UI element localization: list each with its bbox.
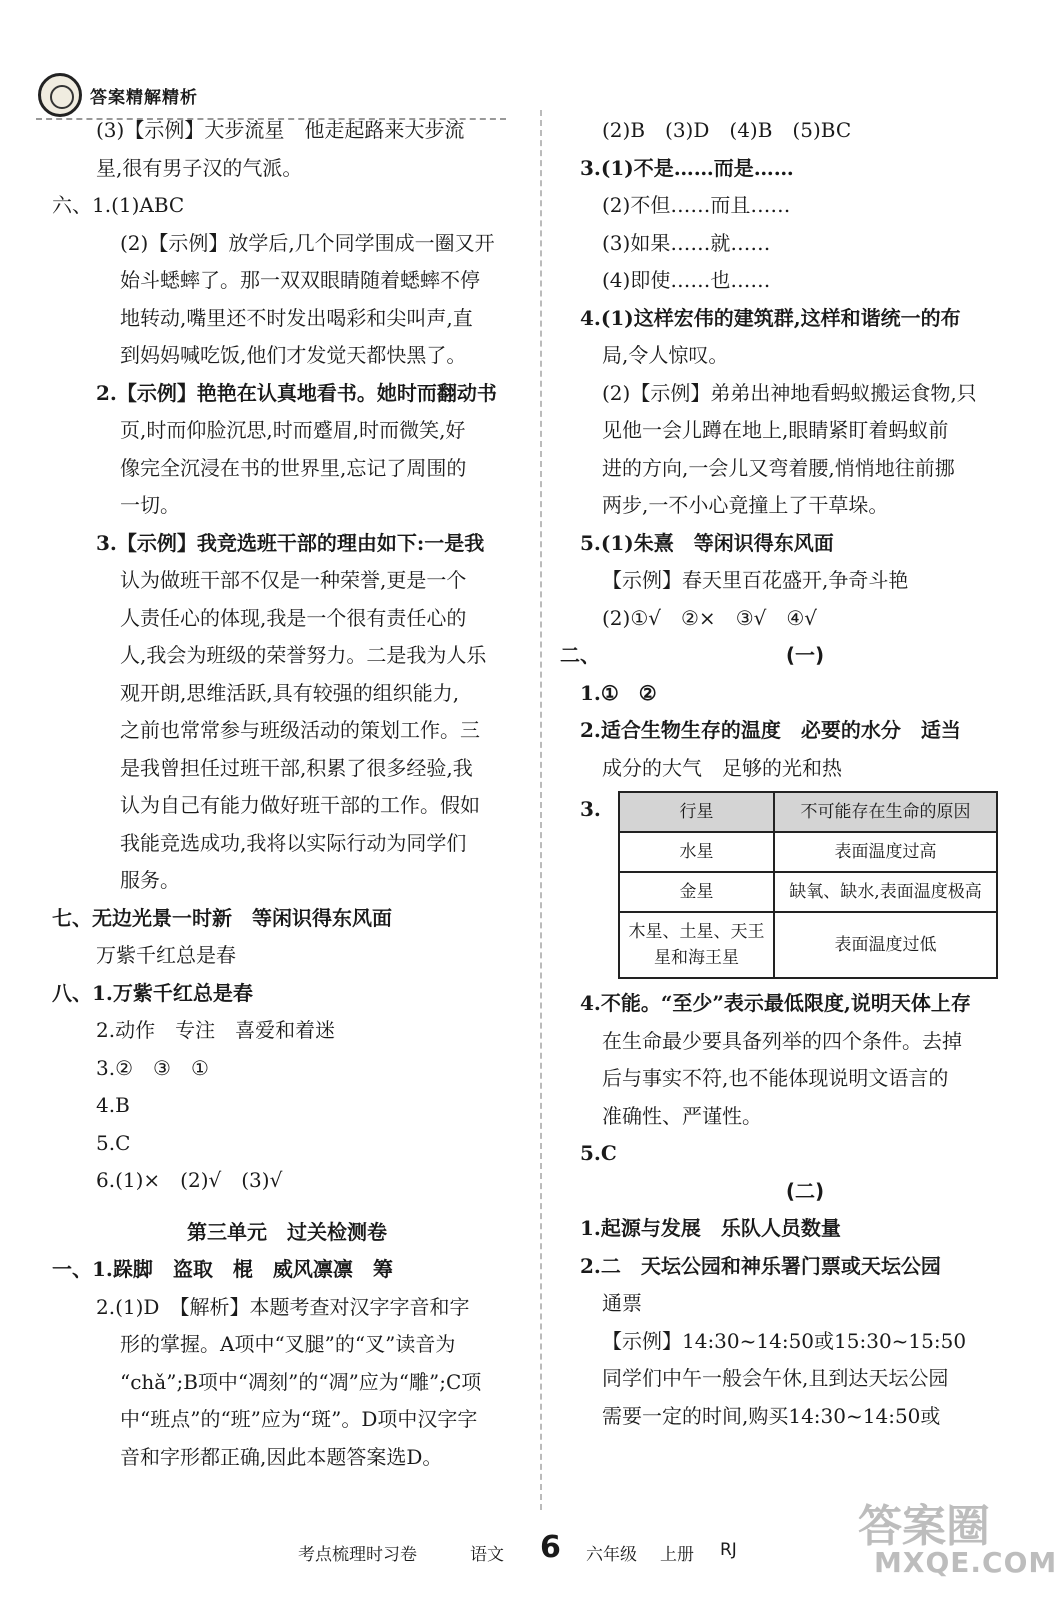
- section-heading: (二): [785, 1178, 825, 1203]
- answer-line: 服务。: [120, 868, 180, 892]
- answer-line: 局,令人惊叹。: [602, 343, 729, 367]
- answer-line: 3.【示例】我竞选班干部的理由如下:一是我: [96, 530, 485, 555]
- table-row: [619, 872, 997, 912]
- footer-series: 考点梳理时习卷: [298, 1545, 417, 1565]
- answer-line: 5.(1)朱熹 等闲识得东风面: [580, 530, 834, 555]
- answer-line: (2)【示例】放学后,几个同学围成一圈又开: [120, 230, 495, 255]
- answer-line: 需要一定的时间,购买14:30~14:50或: [602, 1403, 941, 1428]
- answer-line: 后与事实不符,也不能体现说明文语言的: [602, 1066, 949, 1090]
- answer-line: 2.(1)D 【解析】本题考查对汉字字音和字: [96, 1294, 470, 1319]
- answer-line: 观开朗,思维活跃,具有较强的组织能力,: [120, 680, 460, 705]
- answer-line: 2.二 天坛公园和神乐署门票或天坛公园: [580, 1253, 941, 1278]
- right-column: [560, 112, 1030, 1435]
- answer-line: (2)【示例】弟弟出神地看蚂蚁搬运食物,只: [602, 380, 977, 405]
- answer-line: 认为自己有能力做好班干部的工作。假如: [120, 793, 480, 817]
- answer-line: 【示例】春天里百花盛开,争奇斗艳: [602, 568, 909, 592]
- answer-line: 是我曾担任过班干部,积累了很多经验,我: [120, 755, 473, 780]
- answer-line: 两步,一不小心竟撞上了干草垛。: [602, 493, 889, 517]
- answer-line: 到妈妈喊吃饭,他们才发觉天都快黑了。: [120, 343, 467, 367]
- answer-line: 2.适合生物生存的温度 必要的水分 适当: [580, 718, 961, 742]
- answer-line: 我能竞选成功,我将以实际行动为同学们: [120, 830, 467, 855]
- answer-line: 5.C: [96, 1130, 131, 1155]
- answer-line: 4.(1)这样宏伟的建筑群,这样和谐统一的布: [580, 305, 961, 330]
- watermark-url: MXQE.COM: [874, 1546, 1057, 1579]
- answer-line: 5.C: [580, 1141, 617, 1165]
- answer-line: 2.动作 专注 喜爱和着迷: [96, 1018, 336, 1042]
- answer-line: 七、无边光景一时新 等闲识得东风面: [52, 905, 392, 930]
- answer-line: 音和字形都正确,因此本题答案选D。: [120, 1444, 443, 1469]
- footer-volume: 上册: [660, 1545, 694, 1565]
- logo: [38, 73, 82, 117]
- answer-line: 始斗蟋蟀了。那一双双眼睛随着蟋蟀不停: [120, 268, 480, 292]
- footer-grade: 六年级: [586, 1545, 637, 1565]
- answer-line: 通票: [602, 1291, 642, 1315]
- column-divider: [540, 110, 542, 1510]
- answer-line: 在生命最少要具备列举的四个条件。去掉: [602, 1028, 962, 1053]
- answer-line: 之前也常常参与班级活动的策划工作。三: [120, 718, 480, 742]
- table-row: [619, 912, 997, 978]
- table-cell: 水星: [619, 832, 774, 872]
- answer-line: (3)如果……就……: [602, 230, 771, 255]
- answer-line: 星,很有男子汉的气派。: [96, 155, 303, 180]
- answer-line: 人责任心的体现,我是一个很有责任心的: [120, 605, 467, 630]
- answer-line: (2)B (3)D (4)B (5)BC: [602, 118, 852, 142]
- answer-line: 中“班点”的“班”应为“斑”。D项中汉字字: [120, 1407, 478, 1431]
- section-heading: 第三单元 过关检测卷: [187, 1219, 387, 1244]
- footer-edition: RJ: [720, 1540, 737, 1560]
- answer-line: 1.起源与发展 乐队人员数量: [580, 1216, 841, 1240]
- table-cell: 木星、土星、天王星和海王星: [619, 912, 774, 978]
- answer-line: 人,我会为班级的荣誉努力。二是我为人乐: [120, 643, 487, 667]
- table-block: [580, 791, 1030, 979]
- answer-line: 3.② ③ ①: [96, 1055, 209, 1080]
- table-header-row: [619, 792, 997, 832]
- table-row: [619, 832, 997, 872]
- footer-subject: 语文: [470, 1545, 504, 1565]
- table-cell: 缺氧、缺水,表面温度极高: [774, 872, 997, 912]
- answer-line: 像完全沉浸在书的世界里,忘记了周围的: [120, 455, 467, 480]
- answer-line: 进的方向,一会儿又弯着腰,悄悄地往前挪: [602, 455, 955, 480]
- section-heading: (一): [785, 643, 825, 667]
- left-column: [52, 112, 522, 1476]
- answer-line: (4)即使……也……: [602, 268, 771, 292]
- answer-line: 4.B: [96, 1093, 130, 1117]
- page-number: 6: [540, 1530, 561, 1565]
- answer-line: 一切。: [120, 493, 180, 517]
- section-number: 二、: [560, 643, 600, 667]
- answer-line: 4.不能。“至少”表示最低限度,说明天体上存: [580, 991, 971, 1015]
- table-cell: 表面温度过高: [774, 832, 997, 872]
- answer-line: 2.【示例】艳艳在认真地看书。她时而翻动书: [96, 380, 497, 405]
- answer-line: (3)【示例】大步流星 他走起路来大步流: [96, 118, 465, 142]
- table-header-cell: 不可能存在生命的原因: [774, 792, 997, 832]
- answer-line: “chǎ”;B项中“凋刻”的“凋”应为“雕”;C项: [120, 1369, 482, 1394]
- answer-line: 地转动,嘴里还不时发出喝彩和尖叫声,直: [120, 305, 473, 330]
- answer-line: (2)①√ ②× ③√ ④√: [602, 605, 818, 630]
- header-title: 答案精解精析: [90, 87, 198, 108]
- answer-line: (2)不但……而且……: [602, 193, 791, 217]
- answer-line: 3.(1)不是……而是……: [580, 155, 794, 180]
- answer-line: 6.(1)× (2)√ (3)√: [96, 1168, 283, 1192]
- table-cell: 表面温度过低: [774, 912, 997, 978]
- answer-line: 成分的大气 足够的光和热: [602, 755, 842, 780]
- answer-number: 3.: [580, 797, 601, 821]
- table-header-cell: 行星: [619, 792, 774, 832]
- answer-line: 八、1.万紫千红总是春: [52, 980, 253, 1005]
- answer-line: 一、1.跺脚 盗取 棍 威风凛凛 筹: [52, 1257, 393, 1281]
- answer-line: 六、1.(1)ABC: [52, 193, 185, 217]
- answer-line: 见他一会儿蹲在地上,眼睛紧盯着蚂蚁前: [602, 418, 949, 442]
- planet-table: [618, 791, 998, 979]
- answer-line: 同学们中午一般会午休,且到达天坛公园: [602, 1366, 949, 1390]
- answer-line: 【示例】14:30~14:50或15:30~15:50: [602, 1328, 967, 1353]
- watermark-text: 答案圈: [858, 1501, 990, 1552]
- section-row: [560, 637, 1030, 675]
- table-cell: 金星: [619, 872, 774, 912]
- answer-line: 1.① ②: [580, 680, 657, 705]
- watermark: [838, 1490, 1057, 1590]
- answer-line: 万紫千红总是春: [96, 943, 236, 967]
- answer-line: 认为做班干部不仅是一种荣誉,更是一个: [120, 568, 467, 592]
- answer-line: 形的掌握。A项中“叉腿”的“叉”读音为: [120, 1332, 456, 1356]
- answer-line: 准确性、严谨性。: [602, 1103, 762, 1128]
- answer-line: 页,时而仰脸沉思,时而蹙眉,时而微笑,好: [120, 418, 466, 442]
